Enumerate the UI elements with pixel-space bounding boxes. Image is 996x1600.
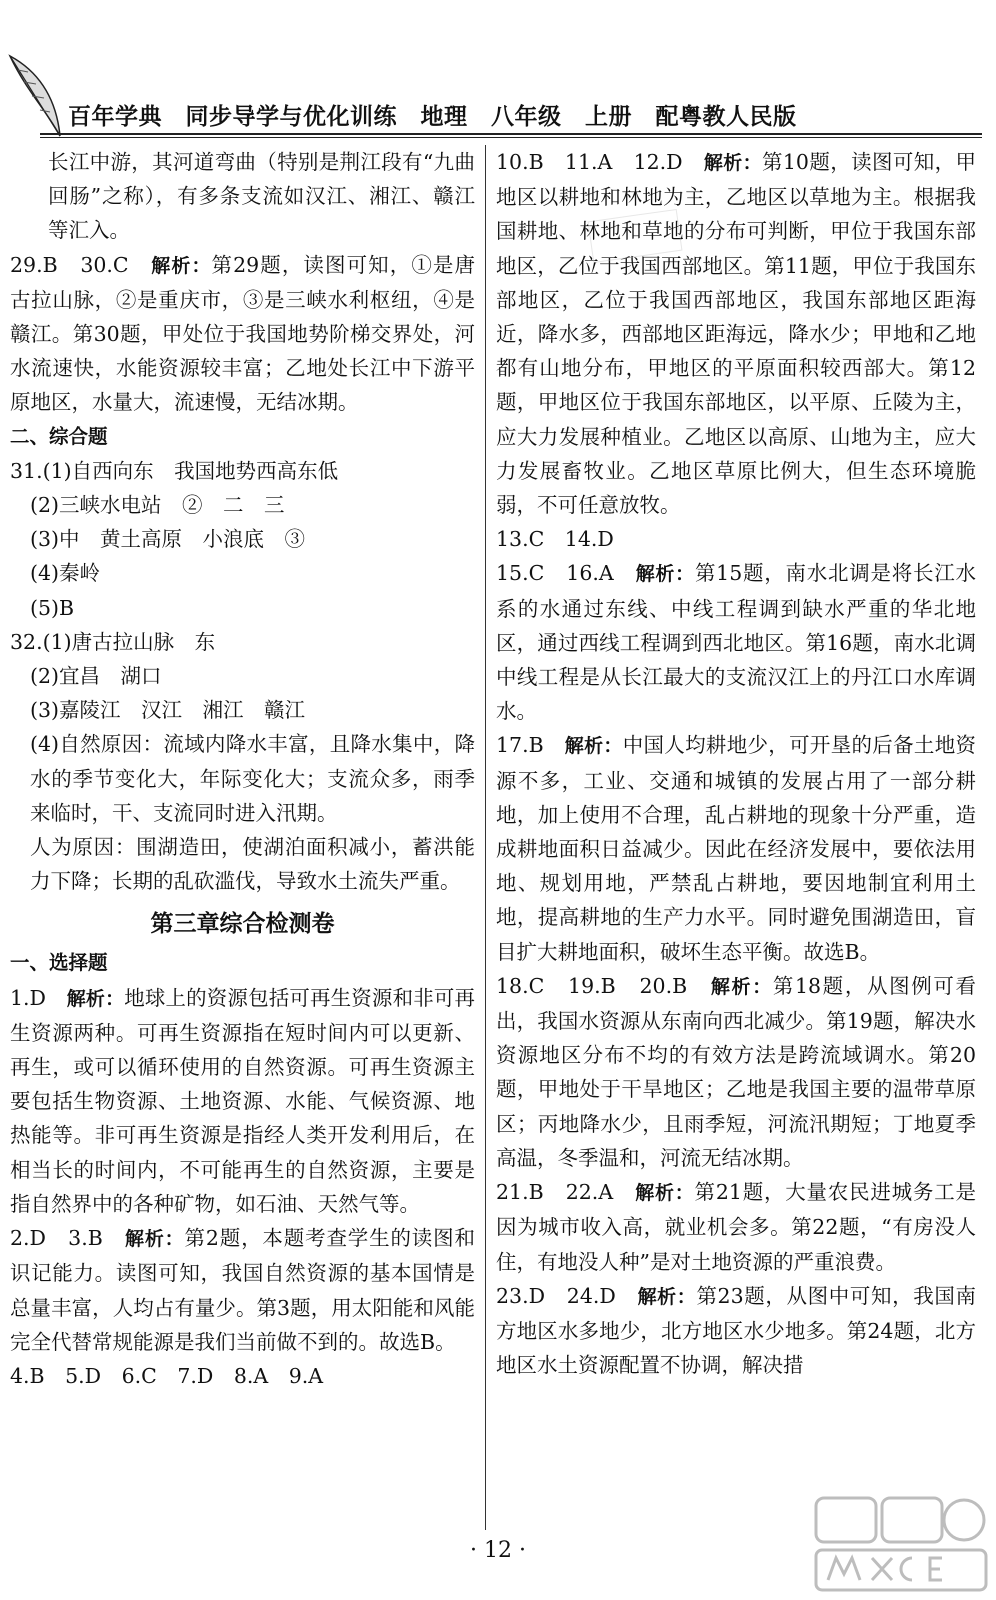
mxqe-logo-watermark <box>812 1488 990 1596</box>
answer-line: (5)B <box>30 595 75 620</box>
answer-choices: 15.C 16.A <box>496 561 636 586</box>
page-header <box>0 0 996 150</box>
answer-line: 长江中游，其河道弯曲（特别是荆江段有“九曲回肠”之称），有多条支流如汉江、湘江、赣江等汇入。 <box>48 150 475 243</box>
answer-item <box>10 248 475 420</box>
analysis-label: 解析： <box>564 735 623 758</box>
left-column <box>10 145 475 1393</box>
analysis-label: 解析： <box>66 987 125 1010</box>
answer-line: (4)秦岭 <box>30 561 101 586</box>
analysis-text: 地球上的资源包括可再生资源和非可再生资源两种。可再生资源指在短时间内可以更新、再生，或可以循环使用的自然资源。可再生资源主要包括生物资源、土地资源、水能、气候资源、地热能等。非可再生资源是指经人类开发利用后，在相当长的时间内，不可能再生的自然资源，主要是指自然界中的各种矿物，如石油、天然气等。 <box>10 985 475 1216</box>
analysis-label: 解析： <box>124 1228 185 1251</box>
answer-choices: 21.B 22.A <box>496 1180 636 1205</box>
analysis-label: 解析： <box>635 1182 695 1205</box>
analysis-label: 解析： <box>637 1285 697 1308</box>
answer-line: 13.C 14.D <box>496 527 614 552</box>
analysis-text: 第2题，本题考查学生的读图和识记能力。读图可知，我国自然资源的基本国情是总量丰富，人均占有量少。第3题，用太阳能和风能完全代替常规能源是我们当前做不到的。故选B。 <box>10 1226 475 1354</box>
analysis-label: 解析： <box>703 152 763 174</box>
right-column <box>496 145 976 1382</box>
answer-item <box>496 1279 976 1383</box>
analysis-text: 第29题，读图可知，①是唐古拉山脉，②是重庆市，③是三峡水利枢纽，④是赣江。第30题，甲处位于我国地势阶梯交界处，河水流速快，水能资源较丰富；乙地处长江中下游平原地区，水量大，流速慢，无结冰期。 <box>10 252 475 415</box>
answer-item <box>496 969 976 1175</box>
answer-choices: 29.B 30.C <box>10 252 152 277</box>
analysis-text: 第23题，从图中可知，我国南方地区水多地少，北方地区水少地多。第24题，北方地区水土资源配置不协调，解决措 <box>496 1283 976 1378</box>
chapter-title: 第三章综合检测卷 <box>150 911 335 938</box>
answer-choices: 17.B <box>496 733 565 758</box>
answer-choices: 2.D 3.B <box>10 1226 125 1251</box>
header-rule-thin <box>40 137 982 138</box>
answer-line: (2)三峡水电站 ② 二 三 <box>30 493 285 518</box>
header-title: 百年学典 同步导学与优化训练 地理 八年级 上册 配粤教人民版 <box>68 104 797 130</box>
analysis-text: 第18题，从图例可看出，我国水资源从东南向西北减少。第19题，解决水资源地区分布不均的有效方法是跨流域调水。第20题，甲地处于干旱地区；乙地是我国主要的温带草原区；丙地降水少，且雨季短，河流汛期短；丁地夏季高温，冬季温和，河流无结冰期。 <box>496 973 976 1170</box>
answer-choices: 1.D <box>10 985 67 1010</box>
answer-item <box>496 1175 976 1279</box>
answer-line: (3)中 黄土高原 小浪底 ③ <box>30 527 306 552</box>
answer-choices: 18.C 19.B 20.B <box>496 973 711 998</box>
answer-item <box>496 728 976 968</box>
section-heading: 二、综合题 <box>10 424 108 448</box>
answer-item <box>496 556 976 728</box>
answer-line: 人为原因：围湖造田，使湖泊面积减小，蓄洪能力下降；长期的乱砍滥伐，导致水土流失严重。 <box>30 835 475 894</box>
answer-item <box>10 981 475 1221</box>
analysis-text: 第15题，南水北调是将长江水系的水通过东线、中线工程调到缺水严重的华北地区，通过西线工程调到西北地区。第16题，南水北调中线工程是从长江最大的支流汉江上的丹江口水库调水。 <box>496 561 976 724</box>
answer-line: (2)宜昌 湖口 <box>30 664 162 689</box>
answer-line: 4.B 5.D 6.C 7.D 8.A 9.A <box>10 1363 324 1388</box>
analysis-text: 第21题，大量农民进城务工是因为城市收入高，就业机会多。第22题，“有房没人住，有地没人种”是对土地资源的严重浪费。 <box>496 1180 976 1274</box>
answer-line: 32.(1)唐古拉山脉 东 <box>10 629 216 654</box>
answer-item <box>10 1221 475 1359</box>
analysis-text: 中国人均耕地少，可开垦的后备土地资源不多，工业、交通和城镇的发展占用了一部分耕地，加上使用不合理，乱占耕地的现象十分严重，造成耕地面积日益减少。因此在经济发展中，要依法用地、规划用地，严禁乱占耕地，要因地制宜利用土地，提高耕地的生产力水平。同时避免围湖造田，盲目扩大耕地面积，破坏生态平衡。故选B。 <box>496 733 976 964</box>
quill-pen-icon <box>6 50 66 140</box>
answer-line: (4)自然原因：流域内降水丰富，且降水集中，降水的季节变化大，年际变化大；支流众多，雨季来临时，干、支流同时进入汛期。 <box>30 732 475 825</box>
analysis-label: 解析： <box>151 254 212 277</box>
answer-item <box>496 145 976 522</box>
analysis-label: 解析： <box>635 563 695 586</box>
section-heading: 一、选择题 <box>10 951 108 975</box>
header-rule <box>40 133 982 135</box>
answer-line: 31.(1)自西向东 我国地势西高东低 <box>10 458 339 483</box>
analysis-label: 解析： <box>710 975 773 998</box>
analysis-text: 第10题，读图可知，甲地区以耕地和林地为主，乙地区以草地为主。根据我国耕地、林地和草地的分布可判断，甲位于我国东部地区，乙位于我国西部地区。第11题，甲位于我国东部地区，乙位于我国西部地区，我国东部地区距海近，降水多，西部地区距海远，降水少；甲地和乙地都有山地分布，甲地区的平原面积较西部大。第12题，甲地区位于我国东部地区，以平原、丘陵为主，应大力发展种植业。乙地区以高原、山地为主，应大力发展畜牧业。乙地区草原比例大，但生态环境脆弱，不可任意放牧。 <box>496 150 976 518</box>
page-number: · 12 · <box>470 1538 526 1563</box>
answer-choices: 23.D 24.D <box>496 1283 638 1308</box>
column-divider <box>485 145 486 1530</box>
answer-choices: 10.B 11.A 12.D <box>496 150 704 174</box>
answer-line: (3)嘉陵江 汉江 湘江 赣江 <box>30 698 306 723</box>
